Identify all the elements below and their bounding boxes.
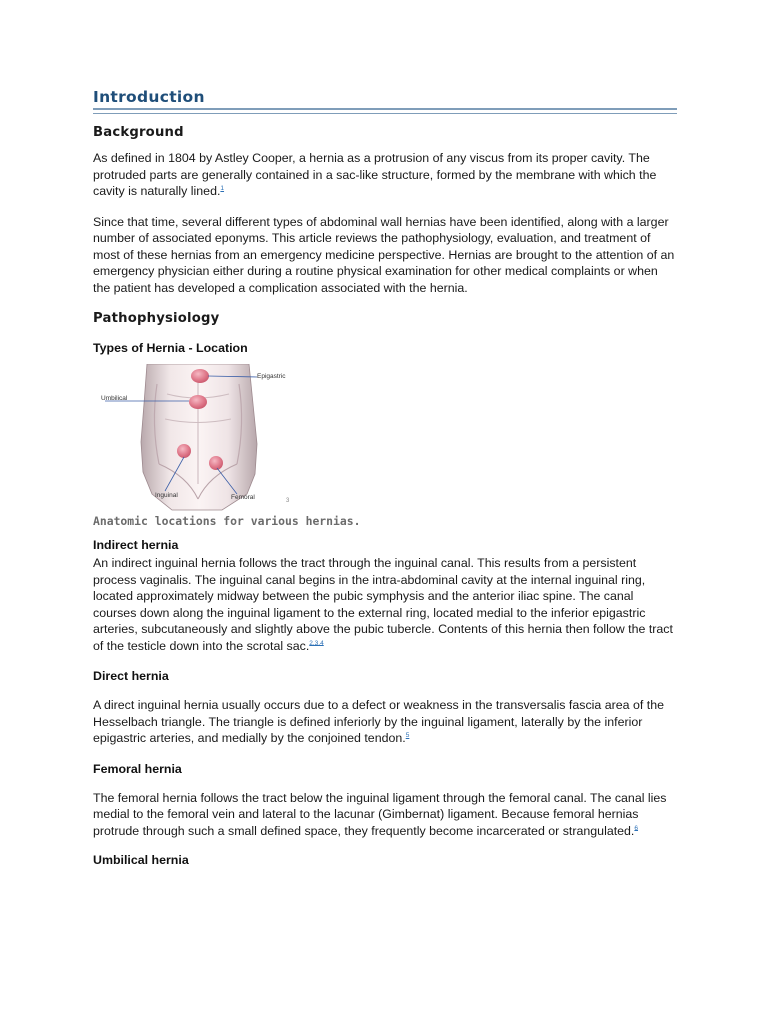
label-inguinal: Inguinal	[155, 492, 178, 499]
indirect-hernia-text: An indirect inguinal hernia follows the tract through the inguinal canal. This results from a persistent process vaginalis. The inguinal canal begins in the intra-abdominal cavity at the internal inguinal ring, located approximately midway between the pubic symphysis and the anterior iliac spine. The canal courses down along the inguinal ligament to the external ring, located medial to the inferior epigastric arteries, subcutaneously and slightly above the pubic tubercle. Contents of this hernia then follow the tract of the testicle down into the scrotal sac.	[93, 556, 673, 653]
heading-indirect-hernia: Indirect hernia	[93, 538, 179, 552]
reference-link[interactable]: 1	[220, 184, 225, 192]
figure-reference: 3	[286, 498, 290, 504]
heading-umbilical-hernia: Umbilical hernia	[93, 853, 189, 867]
direct-hernia-paragraph	[93, 697, 677, 747]
reference-link[interactable]: 6	[634, 824, 639, 832]
background-paragraph-1	[93, 150, 677, 200]
reference-link[interactable]: 5	[405, 731, 410, 739]
label-umbilical: Umbilical	[101, 395, 128, 402]
heading-femoral-hernia: Femoral hernia	[93, 761, 182, 776]
figure-caption: Anatomic locations for various hernias.	[93, 514, 361, 528]
heading-direct-hernia: Direct hernia	[93, 669, 169, 683]
background-paragraph-2: Since that time, several different types of abdominal wall hernias have been identified, along with a larger number of associated eponyms. This article reviews the pathophysiology, evaluation, and treatment of most of these hernias from an emergency medicine perspective. Hernias are brought to the attention of an emergency physician either during a routine physical examination for other medical complaints or when the patient has developed a complication associated with the hernia.	[93, 214, 675, 295]
umbilical-hernia-marker	[189, 395, 207, 409]
heading-types-of-hernia: Types of Hernia - Location	[93, 341, 248, 355]
inguinal-hernia-marker	[177, 444, 191, 458]
section-title-introduction: Introduction	[93, 88, 205, 106]
femoral-hernia-paragraph	[93, 790, 677, 840]
femoral-hernia-marker	[209, 456, 223, 470]
hernia-location-figure	[97, 364, 317, 512]
femoral-hernia-text: The femoral hernia follows the tract below the inguinal ligament through the femoral canal. The canal lies medial to the femoral vein and lateral to the lacunar (Gimbernat) ligament. Because femoral hernias protrude through such a small defined space, they frequently become incarcerated or strangulated.	[93, 790, 667, 838]
label-epigastric: Epigastric	[257, 373, 286, 380]
indirect-hernia-paragraph	[93, 555, 677, 654]
background-paragraph-1-text: As defined in 1804 by Astley Cooper, a hernia as a protrusion of any viscus from its proper cavity. The protruded parts are generally contained in a sac-like structure, formed by the membrane with which the cavity is naturally lined.	[93, 151, 657, 198]
article-content	[93, 86, 677, 869]
direct-hernia-text: A direct inguinal hernia usually occurs due to a defect or weakness in the transversalis fascia area of the Hesselbach triangle. The triangle is defined inferiorly by the inguinal ligament, laterally by the inferior epigastric arteries, and medially by the conjoined tendon.	[93, 698, 664, 745]
abdomen-illustration	[97, 364, 317, 512]
label-femoral: Femoral	[231, 494, 255, 501]
epigastric-hernia-marker	[191, 369, 209, 383]
title-divider	[93, 108, 677, 114]
heading-pathophysiology: Pathophysiology	[93, 311, 220, 326]
heading-background: Background	[93, 125, 184, 140]
reference-link[interactable]: 2,3,4	[309, 639, 324, 647]
